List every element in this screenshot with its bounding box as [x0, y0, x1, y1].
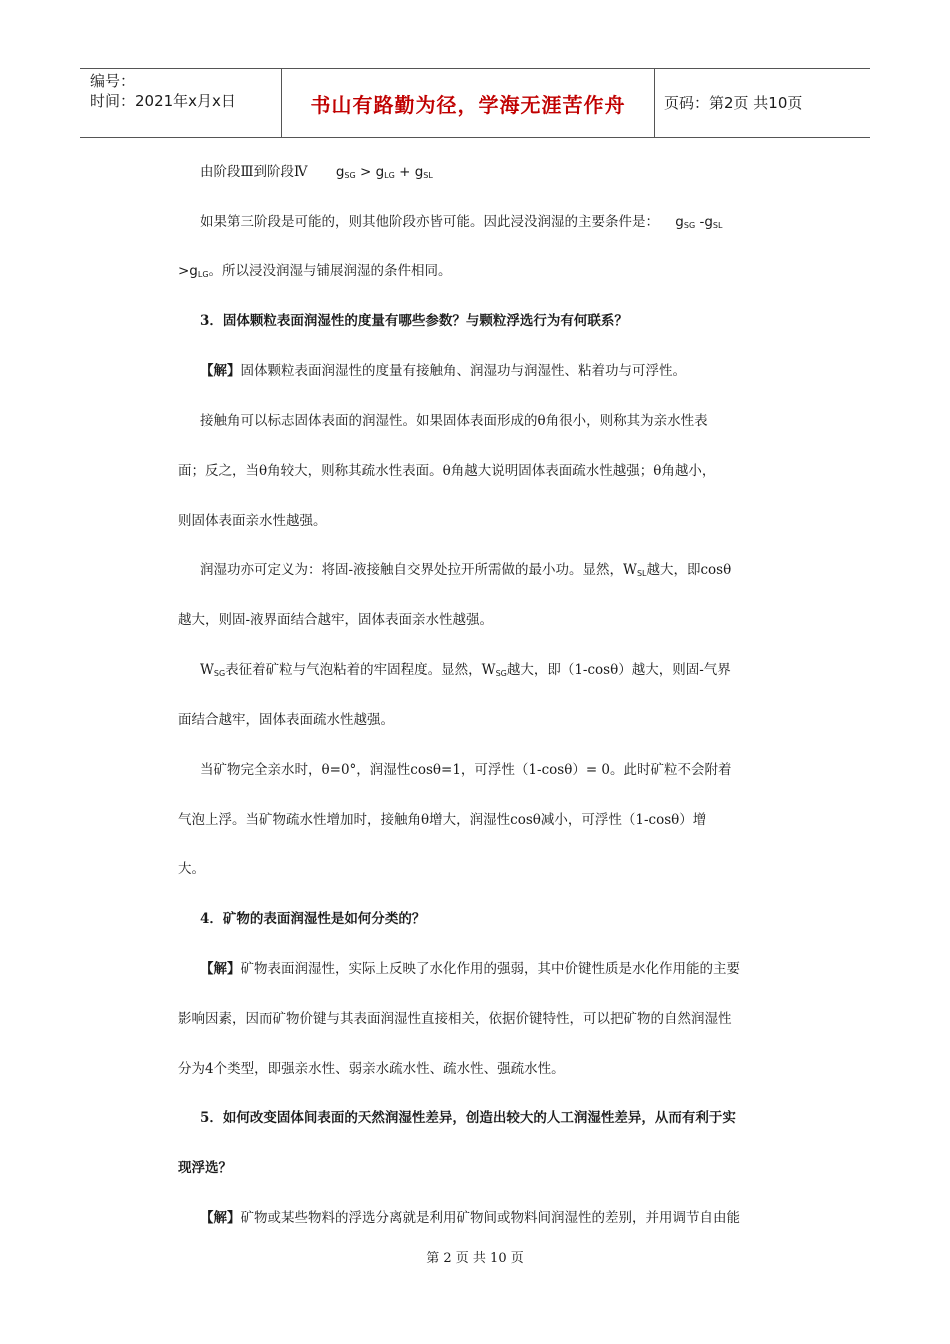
question-5: 5．如何改变固体间表面的天然润湿性差异，创造出较大的人工润湿性差异，从而有利于实 — [200, 1110, 736, 1126]
text: 由阶段Ⅲ到阶段Ⅳ — [200, 164, 308, 180]
number-label: 编号： — [90, 72, 136, 90]
text: 越大，即cosθ — [646, 562, 732, 578]
header-motto: 书山有路勤为径，学海无涯苦作舟 — [310, 93, 626, 117]
page-footer: 第 2 页 共 10 页 — [426, 1251, 524, 1266]
formula: > g — [355, 164, 385, 180]
text: 矿物或某些物料的浮选分离就是利用矿物间或物料间润湿性的差别，并用调节自由能 — [240, 1210, 740, 1226]
formula: + g — [394, 164, 424, 180]
answer-4 — [200, 959, 800, 979]
answer-tag: 【解】 — [200, 1210, 241, 1226]
subscript: SG — [683, 221, 696, 230]
paragraph-line — [200, 162, 800, 186]
question-4: 4．矿物的表面润湿性是如何分类的？ — [200, 911, 426, 927]
text: 越大，即（1-cosθ）越大，则固-气界 — [506, 662, 731, 678]
text: 。所以浸没润湿与铺展润湿的条件相同。 — [208, 263, 452, 279]
subscript: SG — [344, 171, 356, 180]
question-3: 3．固体颗粒表面润湿性的度量有哪些参数？与颗粒浮选行为有何联系？ — [200, 313, 628, 329]
text: 如果第三阶段是可能的，则其他阶段亦皆可能。因此浸没润湿的主要条件是： — [200, 214, 659, 230]
subscript: SG — [495, 669, 507, 678]
paragraph-line — [178, 261, 778, 285]
page-header — [80, 68, 870, 138]
answer-tag: 【解】 — [200, 363, 241, 379]
text: W — [200, 662, 214, 678]
paragraph-line: 越大，则固-液界面结合越牢，固体表面亲水性越强。 — [178, 612, 494, 628]
answer-tag: 【解】 — [200, 961, 241, 977]
paragraph-line: 面；反之，当θ角较大，则称其疏水性表面。θ角越大说明固体表面疏水性越强；θ角越小， — [178, 463, 716, 479]
text: 矿物表面润湿性，实际上反映了水化作用的强弱，其中价键性质是水化作用能的主要 — [240, 961, 740, 977]
formula: g — [675, 214, 684, 230]
subscript: LG — [384, 171, 395, 180]
paragraph-line: 分为4个类型，即强亲水性、弱亲水疏水性、疏水性、强疏水性。 — [178, 1061, 565, 1077]
formula: g — [335, 164, 345, 180]
text: 润湿功亦可定义为：将固-液接触自交界处拉开所需做的最小功。显然，W — [200, 562, 637, 578]
answer-5 — [200, 1208, 800, 1228]
text: 表征着矿粒与气泡粘着的牢固程度。显然，W — [225, 662, 496, 678]
text: 固体颗粒表面润湿性的度量有接触角、润湿功与润湿性、粘着功与可浮性。 — [240, 363, 686, 379]
header-divider — [654, 69, 655, 137]
paragraph-line — [200, 660, 800, 684]
paragraph-line: 气泡上浮。当矿物疏水性增加时，接触角θ增大，润湿性cosθ减小，可浮性（1-cosθ）增 — [178, 812, 707, 828]
paragraph-line: 当矿物完全亲水时，θ=0°，润湿性cosθ=1，可浮性（1-cosθ）= 0。此时矿粒不会附着 — [200, 762, 732, 778]
paragraph-line — [200, 560, 800, 584]
paragraph-line: 则固体表面亲水性越强。 — [178, 513, 327, 529]
subscript: SL — [636, 569, 647, 578]
subscript: SG — [213, 669, 226, 678]
subscript: SL — [423, 171, 433, 180]
paragraph-line: 大。 — [178, 861, 205, 877]
formula: >g — [178, 263, 198, 279]
subscript: SL — [712, 221, 723, 230]
question-5-cont: 现浮选？ — [178, 1160, 232, 1176]
paragraph-line: 影响因素，因而矿物价键与其表面润湿性直接相关，依据价键特性，可以把矿物的自然润湿性 — [178, 1011, 732, 1027]
time-label: 时间：2021年x月x日 — [90, 92, 236, 110]
paragraph-line: 接触角可以标志固体表面的润湿性。如果固体表面形成的θ角很小，则称其为亲水性表 — [200, 413, 708, 429]
header-meta — [90, 71, 280, 111]
paragraph-line — [200, 212, 800, 236]
paragraph-line: 面结合越牢，固体表面疏水性越强。 — [178, 712, 394, 728]
subscript: LG — [197, 270, 209, 279]
answer-3 — [200, 361, 800, 381]
header-page-info: 页码：第2页 共10页 — [664, 94, 803, 112]
formula: -g — [695, 214, 713, 230]
